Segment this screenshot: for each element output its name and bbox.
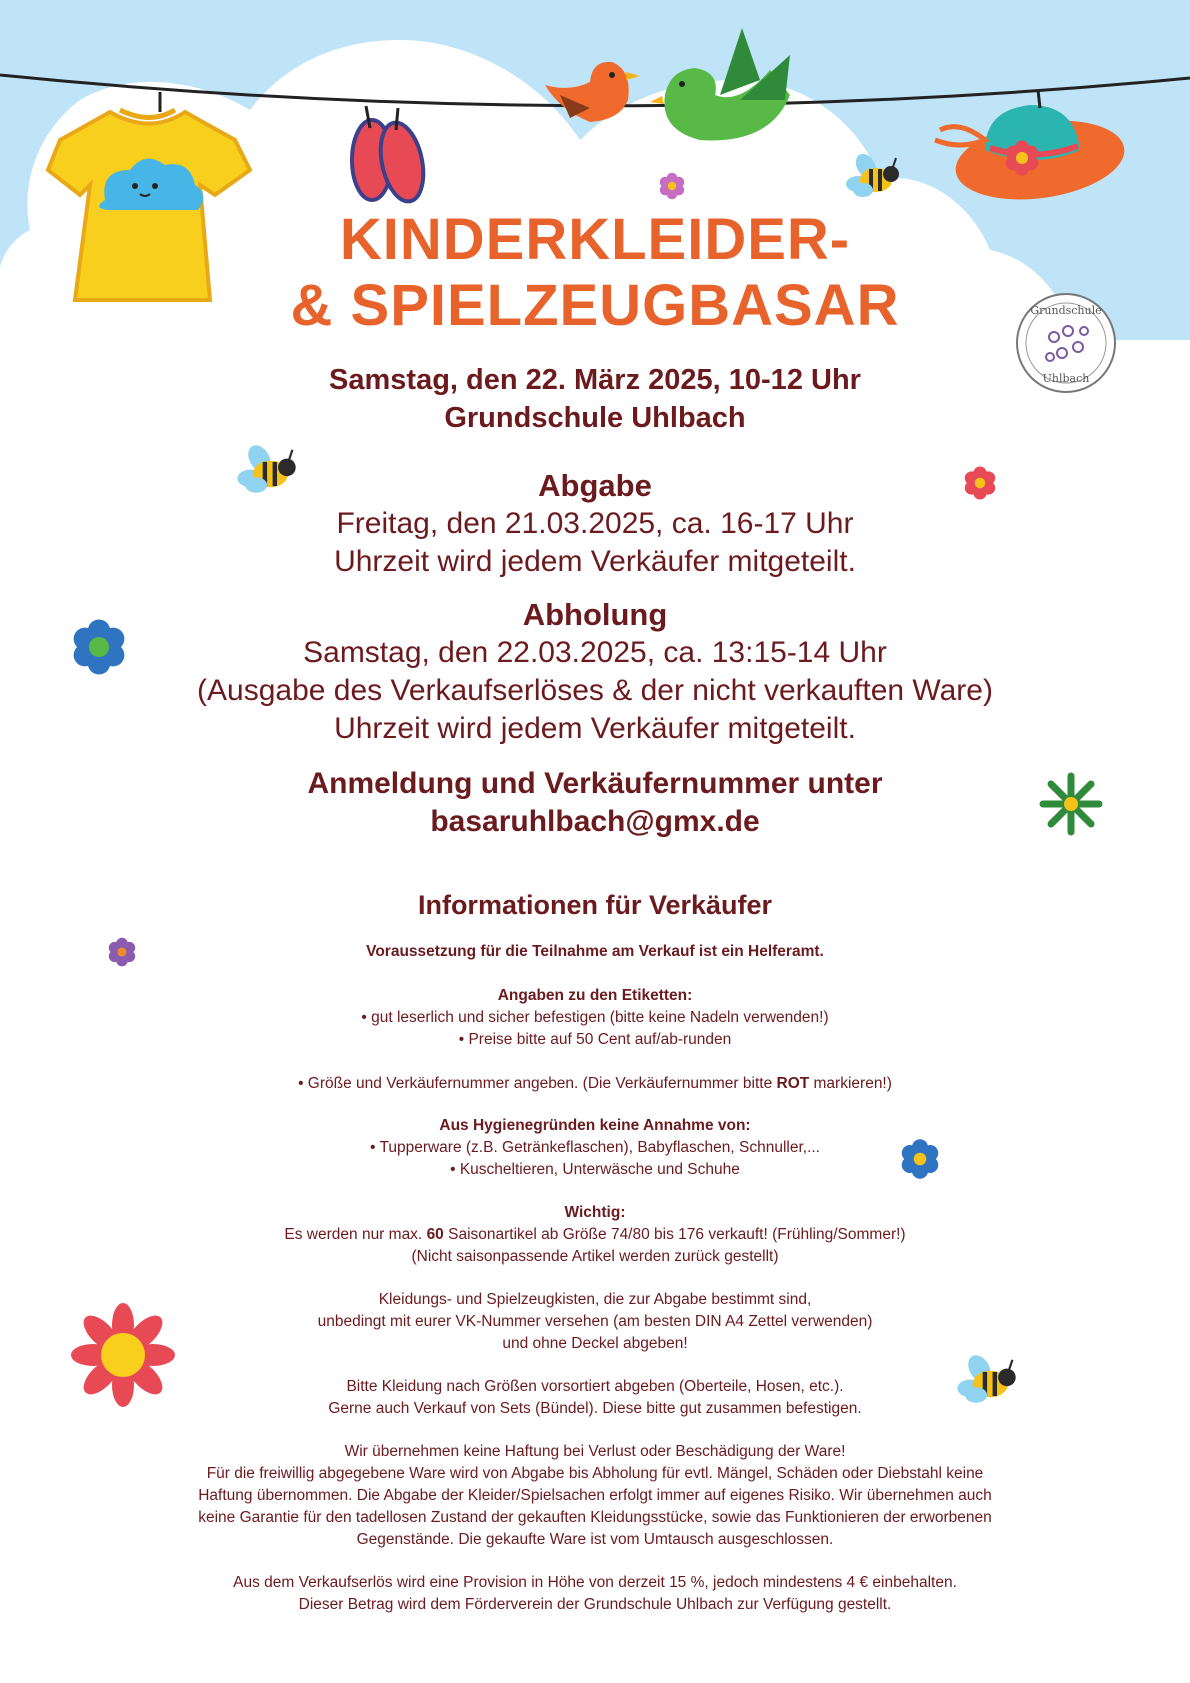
labels-item: • Preise bitte auf 50 Cent auf/ab-runden — [458, 1031, 732, 1048]
hygiene-heading: Aus Hygienegründen keine Annahme von: — [439, 1117, 751, 1134]
event-date: Samstag, den 22. März 2025, 10-12 Uhr — [329, 364, 861, 396]
abholung-heading: Abholung — [522, 597, 668, 632]
commission-text: Aus dem Verkaufserlös wird eine Provision in Höhe von derzeit 15 %, jedoch mindestens 4 € einbehalten. — [233, 1574, 957, 1591]
registration-text: Anmeldung und Verkäufernummer unter — [307, 767, 883, 800]
requirement-text: Voraussetzung für die Teilnahme am Verkauf ist ein Helferamt. — [366, 943, 824, 960]
abholung-details: (Ausgabe des Verkaufserlöses & der nicht verkauften Ware) — [197, 674, 993, 707]
sort-text: Gerne auch Verkauf von Sets (Bündel). Diese bitte gut zusammen befestigen. — [328, 1400, 862, 1417]
important-text: (Nicht saisonpassende Artikel werden zurück gestellt) — [411, 1248, 779, 1265]
title-line-1: KINDERKLEIDER- — [339, 207, 851, 272]
liability-text: Für die freiwillig abgegebene Ware wird von Abgabe bis Abholung für evtl. Mängel, Schäden oder Diebstahl keine — [206, 1465, 984, 1482]
labels-heading: Angaben zu den Etiketten: — [497, 987, 693, 1004]
abgabe-heading: Abgabe — [538, 468, 652, 503]
abgabe-date: Freitag, den 21.03.2025, ca. 16-17 Uhr — [336, 507, 854, 540]
hygiene-item: • Tupperware (z.B. Getränkeflaschen), Babyflaschen, Schnuller,... — [370, 1139, 820, 1156]
abholung-note: Uhrzeit wird jedem Verkäufer mitgeteilt. — [334, 712, 856, 745]
sort-text: Bitte Kleidung nach Größen vorsortiert abgeben (Oberteile, Hosen, etc.). — [346, 1378, 844, 1395]
important-heading: Wichtig: — [564, 1204, 626, 1221]
boxes-text: und ohne Deckel abgeben! — [502, 1335, 688, 1352]
important-text: Es werden nur max. 60 Saisonartikel ab Größe 74/80 bis 176 verkauft! (Frühling/Sommer!) — [284, 1226, 906, 1243]
liability-text: Haftung übernommen. Die Abgabe der Kleider/Spielsachen erfolgt immer auf eigenes Risiko. Wir übernehmen auch — [198, 1487, 992, 1504]
svg-text:Uhlbach: Uhlbach — [1042, 372, 1090, 385]
svg-text:Grundschule: Grundschule — [1030, 304, 1102, 317]
event-location: Grundschule Uhlbach — [444, 402, 746, 434]
liability-text: Wir übernehmen keine Haftung bei Verlust oder Beschädigung der Ware! — [344, 1443, 846, 1460]
abgabe-note: Uhrzeit wird jedem Verkäufer mitgeteilt. — [334, 545, 856, 578]
boxes-text: unbedingt mit eurer VK-Nummer versehen (am besten DIN A4 Zettel verwenden) — [317, 1313, 873, 1330]
commission-text: Dieser Betrag wird dem Förderverein der Grundschule Uhlbach zur Verfügung gestellt. — [298, 1596, 892, 1613]
info-heading: Informationen für Verkäufer — [417, 890, 773, 920]
abholung-date: Samstag, den 22.03.2025, ca. 13:15-14 Uhr — [303, 636, 887, 669]
liability-text: Gegenstände. Die gekaufte Ware ist vom Umtausch ausgeschlossen. — [356, 1531, 834, 1548]
boxes-text: Kleidungs- und Spielzeugkisten, die zur Abgabe bestimmt sind, — [378, 1291, 812, 1308]
labels-item: • Größe und Verkäufernummer angeben. (Die Verkäufernummer bitte ROT markieren!) — [298, 1075, 892, 1092]
labels-item: • gut leserlich und sicher befestigen (bitte keine Nadeln verwenden!) — [361, 1009, 829, 1026]
title-line-2: & SPIELZEUGBASAR — [290, 273, 900, 338]
registration-email[interactable]: basaruhlbach@gmx.de — [430, 805, 760, 838]
hygiene-item: • Kuscheltieren, Unterwäsche und Schuhe — [450, 1161, 740, 1178]
liability-text: keine Garantie für den tadellosen Zustand der gekauften Kleidungsstücke, sowie das Funktionieren der erworbenen — [198, 1509, 992, 1526]
